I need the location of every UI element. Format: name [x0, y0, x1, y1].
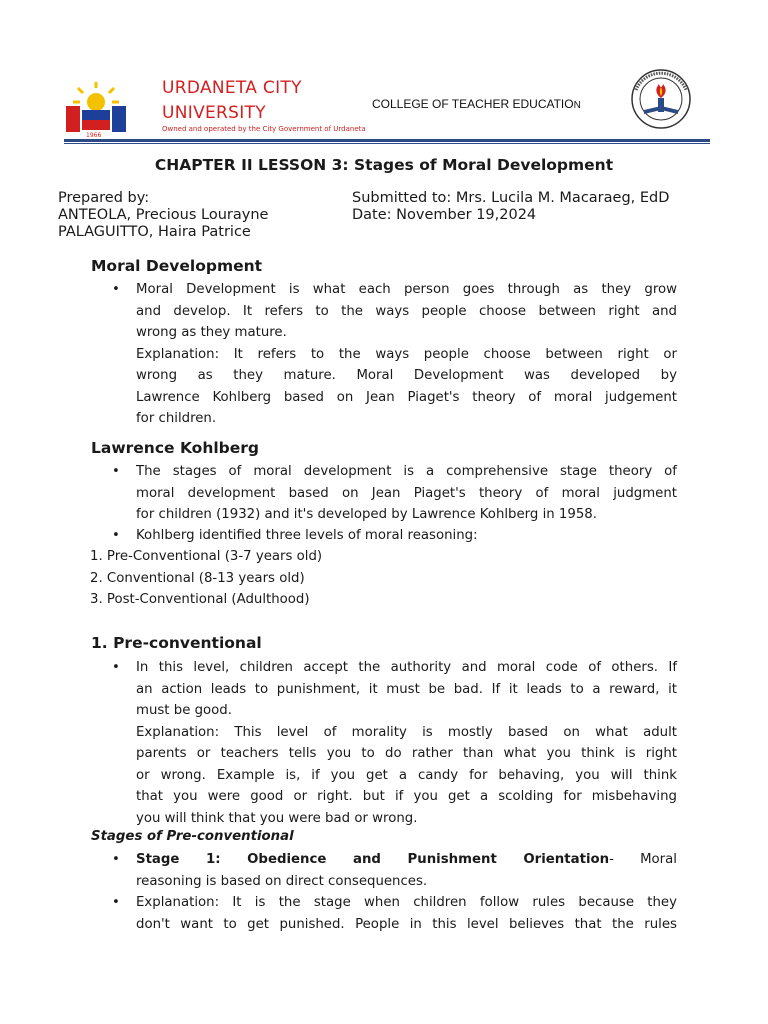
text-line: The stages of moral development is a comprehensive stage theory of: [136, 464, 677, 479]
text-line: Lawrence Kohlberg based on Jean Piaget's theory of moral judgement: [136, 389, 677, 405]
text-line: Explanation: It is the stage when children follow rules because they: [136, 895, 677, 910]
text-line: In this level, children accept the authority and moral code of others. If: [136, 660, 677, 675]
seal-year-text: 1966: [86, 132, 102, 138]
text-line: must be good.: [136, 703, 232, 718]
text-line: don't want to get punished. People in this level believes that the rules: [136, 916, 677, 932]
header-divider: [64, 139, 710, 142]
text-line: for children (1932) and it's developed by Lawrence Kohlberg in 1958.: [136, 507, 597, 522]
section-heading-pre-conventional: 1. Pre-conventional: [91, 634, 262, 652]
text-line: Explanation: It refers to the ways people choose between right or: [136, 346, 677, 362]
kohlberg-levels-intro: Kohlberg identified three levels of moral reasoning:: [136, 528, 478, 543]
text-line: Moral Development is what each person goes through as they grow: [136, 282, 677, 297]
text-line: moral development based on Jean Piaget's theory of moral judgment: [136, 485, 677, 501]
level-item: 3. Post-Conventional (Adulthood): [90, 592, 310, 607]
bullet-icon: •: [112, 282, 120, 297]
stages-subheading: Stages of Pre-conventional: [91, 829, 294, 844]
text-line: wrong as they mature. Moral Development was developed by: [136, 368, 677, 383]
text-line: reasoning is based on direct consequences.: [136, 873, 428, 889]
text-line: Explanation: This level of morality is mostly based on what adult: [136, 724, 677, 740]
moral-definition-paragraph: [136, 279, 677, 430]
prepared-by-block: [58, 190, 268, 241]
bullet-icon: •: [112, 895, 120, 910]
kohlberg-paragraph: [136, 461, 677, 526]
text-line: for children.: [136, 411, 217, 426]
stage-1-explanation: [136, 892, 677, 935]
text-line: [136, 849, 677, 871]
university-subtitle: Owned and operated by the City Government of Urdaneta: [162, 125, 366, 133]
text-line: parents or teachers tells you to do rather than what you think is right: [136, 746, 677, 761]
level-item: 1. Pre-Conventional (3-7 years old): [90, 549, 323, 564]
university-name: [162, 76, 302, 126]
college-name-main: COLLEGE OF TEACHER EDUCATIO: [372, 97, 574, 111]
author-name: PALAGUITTO, Haira Patrice: [58, 224, 251, 240]
section-heading-lawrence-kohlberg: Lawrence Kohlberg: [91, 439, 260, 457]
text-line: that you were good or right. but if you get a scolding for misbehaving: [136, 789, 677, 804]
text-line: you will think that you were bad or wrong.: [136, 810, 418, 826]
text-line: and develop. It refers to the ways people choose between right and: [136, 303, 677, 319]
university-name-line1: URDANETA CITY: [162, 78, 302, 98]
submission-date: Date: November 19,2024: [352, 207, 537, 223]
stage-1-paragraph: [136, 849, 677, 892]
document-title: CHAPTER II LESSON 3: Stages of Moral Development: [154, 156, 614, 174]
text-line: an action leads to punishment, it must be bad. If it leads to a reward, it: [136, 681, 677, 697]
level-item: 2. Conventional (8-13 years old): [90, 571, 305, 586]
submitted-to: Submitted to: Mrs. Lucila M. Macaraeg, EdD: [352, 190, 670, 206]
text-line: or wrong. Example is, if you get a candy for behaving, you will think: [136, 767, 677, 783]
college-name: [372, 97, 581, 111]
text-line: wrong as they mature.: [136, 325, 287, 340]
submission-block: [352, 190, 669, 224]
section-heading-moral-development: Moral Development: [91, 257, 263, 275]
header-divider-thin: [64, 143, 710, 144]
university-name-line2: UNIVERSITY: [162, 103, 266, 123]
city-seal-logo: [64, 80, 128, 138]
stage-1-title-rest: - Moral: [609, 852, 677, 867]
bullet-icon: •: [112, 660, 120, 675]
pre-conventional-paragraph: [136, 657, 677, 829]
stage-1-title: Stage 1: Obedience and Punishment Orientation: [136, 852, 610, 867]
bullet-icon: •: [112, 464, 120, 479]
university-seal-logo: [626, 68, 696, 130]
author-name: ANTEOLA, Precious Lourayne: [58, 207, 269, 223]
college-name-tail: N: [573, 100, 581, 111]
bullet-icon: •: [112, 528, 120, 543]
bullet-icon: •: [112, 852, 120, 867]
prepared-by-label: Prepared by:: [58, 190, 150, 206]
